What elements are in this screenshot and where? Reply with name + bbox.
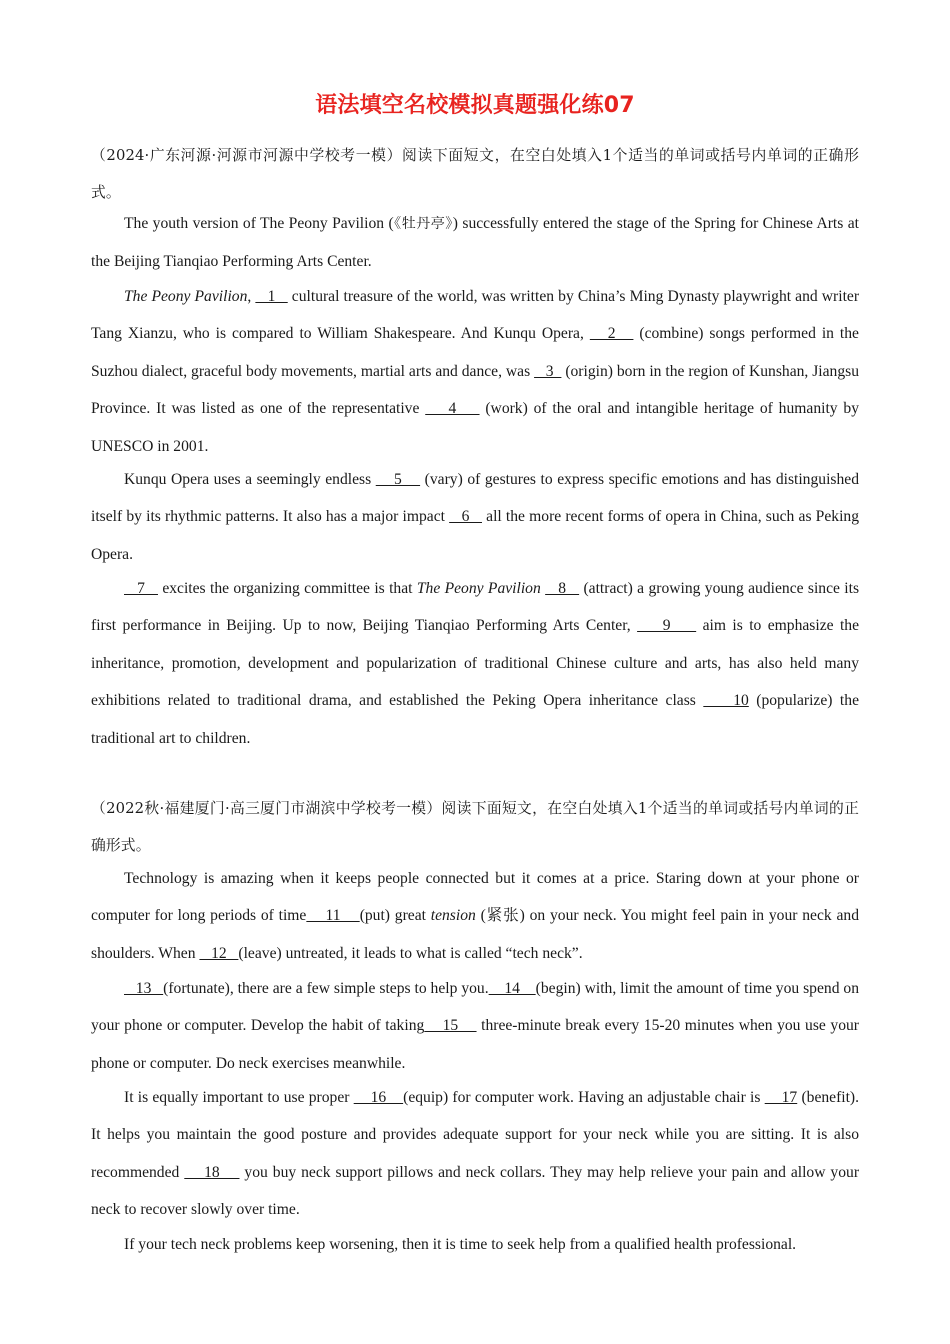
section2-paragraph-2: 13 (fortunate), there are a few simple steps to help you. 14 (begin) with, limit the amount of time you spend on your phone or computer. Develop the habit of taking 15 three-minute break every 15-20 minutes when you use your phone or computer. Do neck exercises meanwhile. xyxy=(91,980,860,1072)
document-title: 语法填空名校模拟真题强化练07 xyxy=(315,93,635,118)
blank-10: 10 xyxy=(703,692,749,710)
blank-4: 4 xyxy=(425,400,480,418)
section1-paragraph-4: 7 excites the organizing committee is that The Peony Pavilion 8 (attract) a growing young audience since its first performance in Beijing. Up to now, Beijing Tianqiao Performing Arts Center, 9 aim is to emphasize the inheritance, promotion, development and popularization of traditional Chinese culture and arts, has also held many exhibitions related to traditional drama, and established the Peking Opera inheritance class 10 (popularize) the traditional art to children. xyxy=(91,580,860,747)
section2-source: （2022秋·福建厦门·高三厦门市湖滨中学校考一模）阅读下面短文，在空白处填入1个适当的单词或括号内单词的正确形式。 xyxy=(91,800,859,855)
section2-paragraph-1: Technology is amazing when it keeps people connected but it comes at a price. Staring down at your phone or computer for long periods of time 11 (put) great tension (紧张) on your neck. You might feel pain in your neck and shoulders. When 12 (leave) untreated, it leads to what is called “tech neck”. xyxy=(91,870,859,962)
section1-source: （2024·广东河源·河源市河源中学校考一模）阅读下面短文，在空白处填入1个适当的单词或括号内单词的正确形式。 xyxy=(91,147,859,202)
section1-paragraph-3: Kunqu Opera uses a seemingly endless 5 (vary) of gestures to express specific emotions and has distinguished itself by its rhythmic patterns. It also has a major impact 6 all the more recent forms of opera in China, such as Peking Opera. xyxy=(91,471,859,563)
blank-8: 8 xyxy=(545,580,580,597)
blank-11: 11 xyxy=(306,907,360,925)
blank-16: 16 xyxy=(353,1089,404,1106)
section1-paragraph-2: The Peony Pavilion, 1 cultural treasure of the world, was written by China’s Ming Dynasty playwright and writer Tang Xianzu, who is compared to William Shakespeare. And Kunqu Opera, 2 (combine) songs performed in the Suzhou dialect, graceful body movements, martial arts and dance, was 3 (origin) born in the region of Kunshan, Jiangsu Province. It was listed as one of the representative 4 (work) of the oral and intangible heritage of humanity by UNESCO in 2001. xyxy=(91,288,860,455)
blank-15: 15 xyxy=(424,1017,477,1035)
blank-17: 17 xyxy=(764,1089,798,1106)
blank-12: 12 xyxy=(199,944,239,962)
blank-7: 7 xyxy=(124,580,158,597)
blank-3: 3 xyxy=(534,362,562,380)
blank-2: 2 xyxy=(589,325,634,343)
blank-18: 18 xyxy=(184,1163,240,1181)
blank-13: 13 xyxy=(124,980,164,997)
blank-14: 14 xyxy=(488,980,536,997)
blank-9: 9 xyxy=(637,617,697,635)
section2-paragraph-4: If your tech neck problems keep worsening, then it is time to seek help from a qualified health professional. xyxy=(124,1236,797,1253)
section1-paragraph-1: The youth version of The Peony Pavilion (《牡丹亭》) successfully entered the stage of the Spring for Chinese Arts at the Beijing Tianqiao Performing Arts Center. xyxy=(91,215,859,271)
blank-5: 5 xyxy=(375,471,421,488)
section2-paragraph-3: It is equally important to use proper 16 (equip) for computer work. Having an adjustable chair is 17 (benefit). It helps you maintain the good posture and provides adequate support for your neck while you are sitting. It is also recommended 18 you buy neck support pillows and neck collars. They may help relieve your pain and allow your neck to recover slowly over time. xyxy=(91,1089,860,1219)
blank-1: 1 xyxy=(255,288,288,305)
blank-6: 6 xyxy=(449,508,482,526)
